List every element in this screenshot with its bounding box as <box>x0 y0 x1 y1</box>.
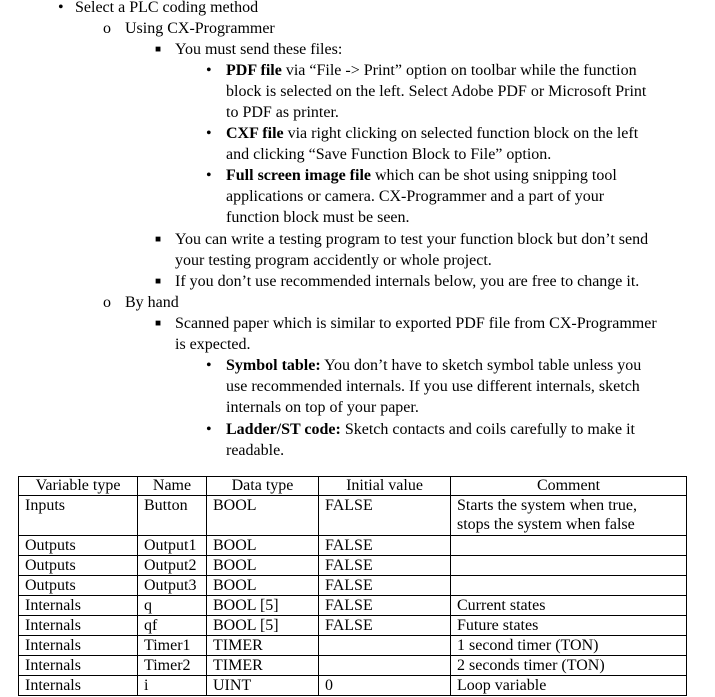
list-item-line: and clicking “Save Function Block to File” option. <box>226 146 552 163</box>
list-item-line: Scanned paper which is similar to exported PDF file from CX-Programmer <box>175 315 657 332</box>
list-item-line: Ladder/ST code: Sketch contacts and coils carefully to make it <box>226 421 635 438</box>
table-cell: Output1 <box>138 536 207 556</box>
table-cell: TIMER <box>207 656 319 676</box>
table-row <box>19 496 687 536</box>
bullet-icon: • <box>58 0 64 16</box>
bullet-icon: • <box>206 167 212 184</box>
list-item-line: PDF file via “File -> Print” option on toolbar while the function <box>226 62 637 79</box>
bullet-icon: • <box>206 421 212 438</box>
table-cell: i <box>138 676 207 696</box>
table-cell: FALSE <box>319 496 451 536</box>
list-item-line: If you don’t use recommended internals below, you are free to change it. <box>175 273 640 290</box>
table-cell: Future states <box>451 616 687 636</box>
table-cell: BOOL [5] <box>207 596 319 616</box>
bold-term: Symbol table: <box>226 357 321 374</box>
table-cell: Outputs <box>19 576 138 596</box>
list-item-line: internals on top of your paper. <box>226 399 419 416</box>
list-item-line: function block must be seen. <box>226 209 410 226</box>
table-row <box>19 676 687 696</box>
table-cell: Output2 <box>138 556 207 576</box>
table-row <box>19 596 687 616</box>
square-bullet-icon: ■ <box>155 44 162 55</box>
table-cell: TIMER <box>207 636 319 656</box>
table-cell: Outputs <box>19 556 138 576</box>
column-header: Data type <box>207 477 319 496</box>
table-cell: Button <box>138 496 207 536</box>
table-cell <box>451 536 687 556</box>
table-cell: Outputs <box>19 536 138 556</box>
column-header: Comment <box>451 477 687 496</box>
table-cell: Timer1 <box>138 636 207 656</box>
table-row <box>19 556 687 576</box>
bullet-icon: • <box>206 357 212 374</box>
list-item-line: By hand <box>125 294 179 311</box>
list-item-line: You can write a testing program to test your function block but don’t send <box>175 231 649 248</box>
table-cell: BOOL <box>207 496 319 536</box>
bold-term: CXF file <box>226 125 284 142</box>
table-cell: FALSE <box>319 536 451 556</box>
table-cell: Current states <box>451 596 687 616</box>
list-item-line: Using CX-Programmer <box>125 20 275 37</box>
column-header: Initial value <box>319 477 451 496</box>
square-bullet-icon: ■ <box>155 276 162 287</box>
table-cell: FALSE <box>319 616 451 636</box>
table-cell: Internals <box>19 636 138 656</box>
table-cell: q <box>138 596 207 616</box>
table-cell: Inputs <box>19 496 138 536</box>
table-cell: qf <box>138 616 207 636</box>
circle-bullet-icon: o <box>103 20 111 37</box>
table-cell: Internals <box>19 616 138 636</box>
list-item-line: CXF file via right clicking on selected function block on the left <box>226 125 639 142</box>
list-item-line: is expected. <box>175 336 251 353</box>
table-cell: Internals <box>19 596 138 616</box>
list-item-line: Symbol table: You don’t have to sketch symbol table unless you <box>226 357 642 374</box>
table-cell: Internals <box>19 656 138 676</box>
table-row <box>19 536 687 556</box>
table-row <box>19 616 687 636</box>
table-cell: Timer2 <box>138 656 207 676</box>
table-cell: BOOL <box>207 576 319 596</box>
table-cell: UINT <box>207 676 319 696</box>
table-row <box>19 576 687 596</box>
table-row <box>19 656 687 676</box>
circle-bullet-icon: o <box>103 294 111 311</box>
table-cell <box>319 636 451 656</box>
table-cell: FALSE <box>319 576 451 596</box>
table-cell: FALSE <box>319 556 451 576</box>
bullet-icon: • <box>206 125 212 142</box>
table-cell: Loop variable <box>451 676 687 696</box>
table-cell: BOOL [5] <box>207 616 319 636</box>
table-cell: 2 seconds timer (TON) <box>451 656 687 676</box>
list-item-line: Full screen image file which can be shot using snipping tool <box>226 167 617 184</box>
table-cell <box>451 556 687 576</box>
square-bullet-icon: ■ <box>155 318 162 329</box>
table-cell: BOOL <box>207 536 319 556</box>
bold-term: PDF file <box>226 62 282 79</box>
table-cell: Output3 <box>138 576 207 596</box>
table-cell: 1 second timer (TON) <box>451 636 687 656</box>
table-row <box>19 636 687 656</box>
table-cell: BOOL <box>207 556 319 576</box>
bold-term: Ladder/ST code: <box>226 421 341 438</box>
variables-table <box>18 476 687 696</box>
column-header: Name <box>138 477 207 496</box>
square-bullet-icon: ■ <box>155 234 162 245</box>
list-item-line: applications or camera. CX-Programmer and a part of your <box>226 188 605 205</box>
table-cell <box>451 576 687 596</box>
list-item-line: Select a PLC coding method <box>75 0 259 16</box>
bold-term: Full screen image file <box>226 167 371 184</box>
table-cell: Internals <box>19 676 138 696</box>
table-cell: Starts the system when true, stops the system when false <box>451 496 687 536</box>
table-cell <box>319 656 451 676</box>
column-header: Variable type <box>19 477 138 496</box>
list-item-line: use recommended internals. If you use different internals, sketch <box>226 378 640 395</box>
list-item-line: your testing program accidently or whole project. <box>175 252 492 269</box>
bullet-icon: • <box>206 62 212 79</box>
list-item-line: block is selected on the left. Select Adobe PDF or Microsoft Print <box>226 83 647 100</box>
list-item-line: readable. <box>226 442 285 459</box>
table-cell: 0 <box>319 676 451 696</box>
table-cell: FALSE <box>319 596 451 616</box>
list-item-line: You must send these files: <box>175 41 343 58</box>
list-item-line: to PDF as printer. <box>226 104 339 121</box>
